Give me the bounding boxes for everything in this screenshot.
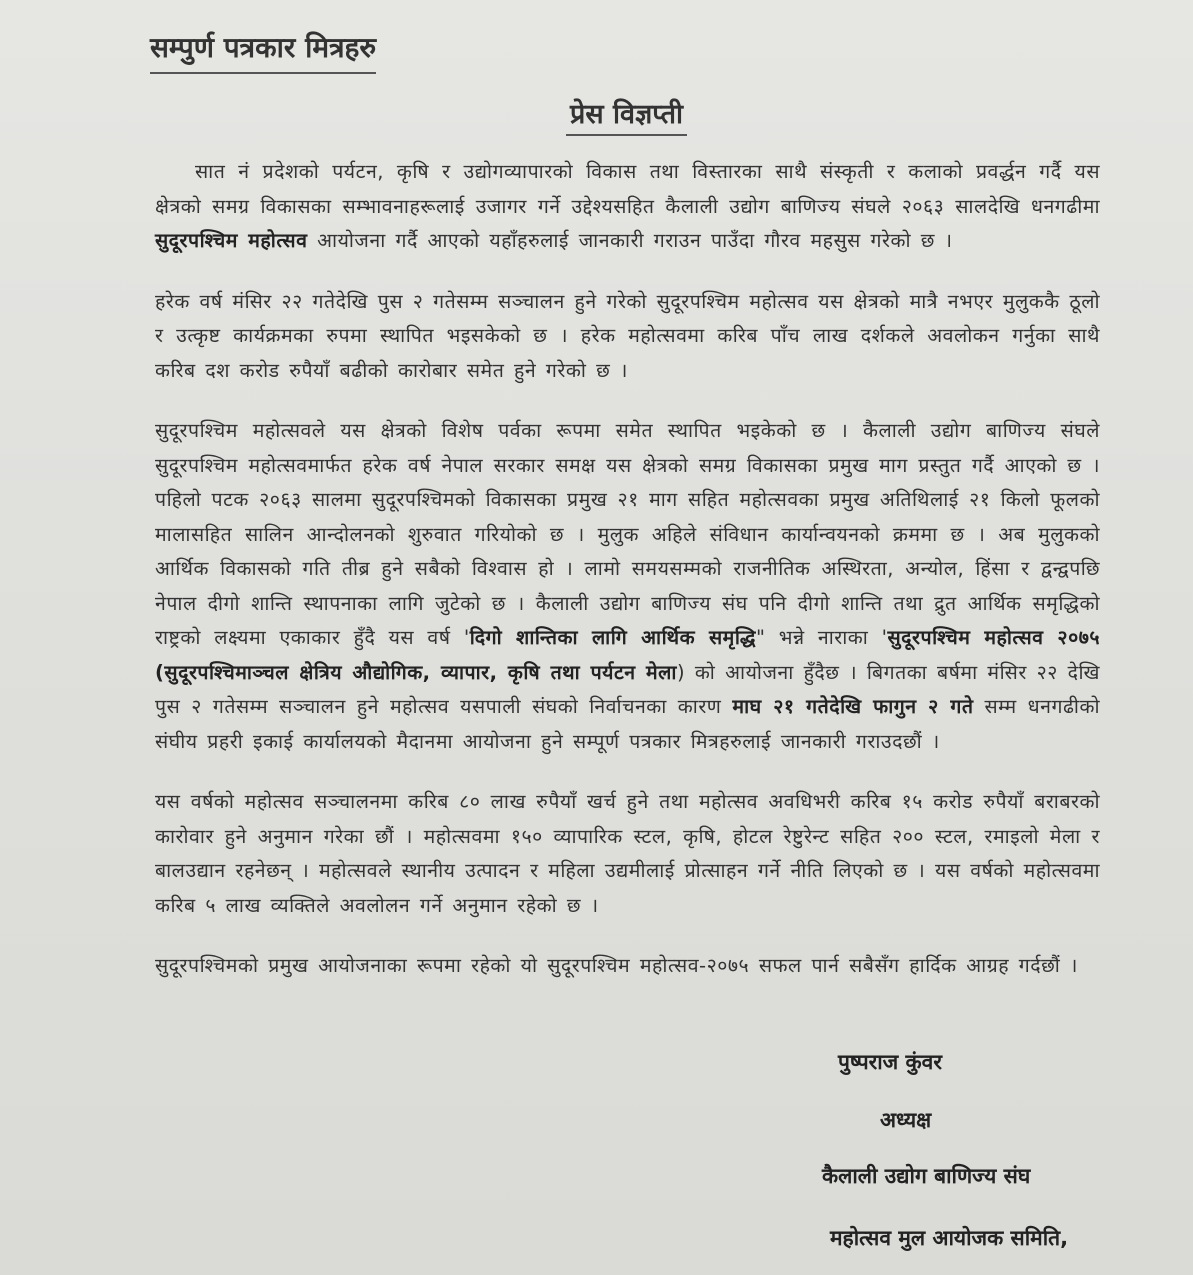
signatory-position: अध्यक्ष <box>880 1108 932 1132</box>
text-run: सुदूरपश्चिमको प्रमुख आयोजनाका रूपमा रहेको यो सुदूरपश्चिम महोत्सव-२०७५ सफल पार्न सबैसँग हार्दिक आग्रह गर्दछौं । <box>155 954 1078 977</box>
paragraph-2 <box>155 285 1100 389</box>
paragraph-5 <box>155 949 1100 984</box>
signatory-committee: महोत्सव मुल आयोजक समिति, <box>830 1226 1069 1250</box>
text-run: ) को आयोजना हुँदैछ । बिगतका बर्षमा मंसिर २२ देखि पुस २ गतेसम्म सञ्चालन हुने महोत्सव यसपाली संघको निर्वाचनका कारण <box>155 660 1101 718</box>
addressee-heading: सम्पुर्ण पत्रकार मित्रहरु <box>150 28 376 74</box>
text-run: सात नं प्रदेशको पर्यटन, कृषि र उद्योगव्यापारको विकास तथा विस्तारका साथै संस्कृती र कलाको प्रवर्द्धन गर्दै यस क्षेत्रको समग्र विकासका सम्भावनाहरूलाई उजागर गर्ने उद्देश्यसहित कैलाली उद्योग बाणिज्य संघले २०६३ सालदेखि धनगढीमा <box>155 160 1100 218</box>
text-run: सुदूरपश्चिम महोत्सवले यस क्षेत्रको विशेष पर्वका रूपमा समेत स्थापित भइकेको छ । कैलाली उद्योग बाणिज्य संघले सुदूरपश्चिम महोत्सवमार्फत हरेक वर्ष नेपाल सरकार समक्ष यस क्षेत्रको समग्र विकासका प्रमुख माग प्रस्तुत गर्दै आएको छ । पहिलो पटक २०६३ सालमा सुदूरपश्चिमको विकासका प्रमुख २१ माग सहित महोत्सवका प्रमुख अतिथिलाई २१ किलो फूलको मालासहित सालिन आन्दोलनको शुरुवात गरियोको छ । मुलुक अहिले संविधान कार्यान्वयनको क्रममा छ । अब मुलुकको आर्थिक विकासको गति तीब्र हुने सबैको विश्वास हो । लामो समयसम्मको राजनीतिक अस्थिरता, अन्योल, हिंसा र द्वन्द्वपछि नेपाल दीगो शान्ति स्थापनाका लागि जुटेको छ । कैलाली उद्योग बाणिज्य संघ पनि दीगो शान्ति तथा द्रुत आर्थिक समृद्धिको राष्ट्रको लक्ष्यमा एकाकार हुँदै यस वर्ष ' <box>155 419 1100 649</box>
text-run: आयोजना गर्दै आएको यहाँहरुलाई जानकारी गराउन पाउँदा गौरव महसुस गरेको छ । <box>307 229 953 252</box>
paragraph-1 <box>155 155 1100 259</box>
title-wrapper <box>0 96 1193 136</box>
page-title: प्रेस विज्ञप्ती <box>566 96 687 136</box>
signatory-organization: कैलाली उद्योग बाणिज्य संघ <box>822 1164 1031 1188</box>
text-run: यस वर्षको महोत्सव सञ्चालनमा करिब ८० लाख रुपैयाँ खर्च हुने तथा महोत्सव अवधिभरी करिब १५ करोड रुपैयाँ बराबरको कारोवार हुने अनुमान गरेका छौं । महोत्सवमा १५० व्यापारिक स्टल, कृषि, होटल रेष्टुरेन्ट सहित २०० स्टल, रमाइलो मेला र बालउद्यान रहनेछन् । महोत्सवले स्थानीय उत्पादन र महिला उद्यमीलाई प्रोत्साहन गर्ने नीति लिएको छ । यस वर्षको महोत्सवमा करिब ५ लाख व्यक्तिले अवलोलन गर्ने अनुमान रहेको छ । <box>155 790 1100 917</box>
body-text <box>155 155 1100 1010</box>
paragraph-4 <box>155 785 1100 923</box>
bold-text-run: सुदूरपश्चिम महोत्सव <box>155 229 308 252</box>
bold-text-run: माघ २१ गतेदेखि फागुन २ गते <box>732 695 974 718</box>
bold-text-run: दिगो शान्तिका लागि आर्थिक समृद्धि <box>469 626 756 649</box>
text-run: " भन्ने नाराका ' <box>755 626 888 649</box>
signatory-name: पुष्पराज कुंवर <box>838 1050 942 1074</box>
text-run: हरेक वर्ष मंसिर २२ गतेदेखि पुस २ गतेसम्म सञ्चालन हुने गरेको सुदूरपश्चिम महोत्सव यस क्षेत्रको मात्रै नभएर मुलुककै ठूलो र उत्कृष्ट कार्यक्रमका रुपमा स्थापित भइसकेको छ । हरेक महोत्सवमा करिब पाँच लाख दर्शकले अवलोकन गर्नुका साथै करिब दश करोड रुपैयाँ बढीको कारोबार समेत हुने गरेको छ । <box>155 289 1100 382</box>
paragraph-3 <box>155 414 1100 759</box>
bold-text-run: सुदूरपश्चिम महोत्सव २०७५ (सुदूरपश्चिमाञ्चल क्षेत्रिय औद्योगिक, व्यापार, कृषि तथा पर्यटन मेला <box>155 626 1100 684</box>
text-run: सम्म धनगढीको संघीय प्रहरी इकाई कार्यालयको मैदानमा आयोजना हुने सम्पूर्ण पत्रकार मित्रहरुलाई जानकारी गराउदछौं । <box>155 695 1101 753</box>
